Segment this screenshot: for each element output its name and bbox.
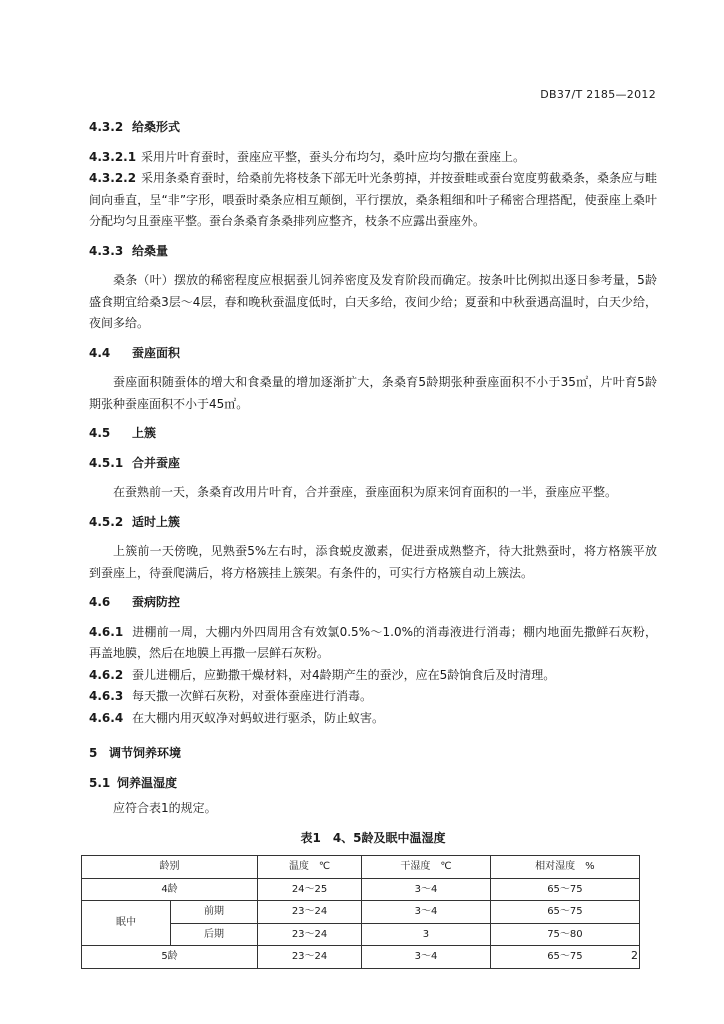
clause-number: 4.3.2.2 — [89, 171, 137, 185]
header-cell-temp: 温度 ℃ — [258, 856, 362, 879]
table-caption: 表1 4、5龄及眠中温湿度 — [300, 830, 446, 845]
section-number: 4.3.3 — [89, 243, 124, 258]
section-title: 给桑形式 — [132, 120, 181, 134]
section-title: 合并蚕座 — [132, 455, 181, 470]
cell-rh: 65～75 — [490, 946, 639, 969]
cell-stage: 4龄 — [82, 878, 258, 901]
heading-4-3-2 — [89, 117, 657, 139]
paragraph-4-6-3 — [89, 686, 657, 708]
section-title: 饲养温湿度 — [117, 775, 178, 790]
table-row — [82, 878, 640, 901]
clause-number: 4.3.2.1 — [89, 149, 137, 164]
section-title: 调节饲养环境 — [109, 746, 182, 760]
heading-4-4 — [89, 343, 657, 365]
paragraph-4-3-3: 桑条（叶）摆放的稀密程度应根据蚕儿饲养密度及发育阶段而确定。按条叶比例拟出逐日参考量，5龄盛食期宜给桑3层～4层，春和晚秋蚕温度低时，白天多给，夜间少给；夏蚕和中秋蚕遇高温时，白天少给，夜间多给。 — [89, 273, 657, 330]
clause-number: 4.6.3 — [89, 689, 124, 703]
cell-dry-wet: 3～4 — [362, 901, 491, 924]
clause-text: 在大棚内用灭蚁净对蚂蚁进行驱杀，防止蚁害。 — [132, 710, 385, 725]
clause-text: 采用条桑育蚕时，给桑前先将枝条下部无叶光条剪掉，并按蚕畦或蚕台宽度剪截桑条，桑条应与畦间向垂直，呈“非”字形，喂蚕时桑条应相互颠倒，平行摆放，桑条粗细和叶子稀密合理搭配，使蚕座上桑叶分配均匀且蚕座平整。蚕台条桑育条桑排列应整齐，枝条不应露出蚕座外。 — [89, 171, 658, 228]
header-cell-dry-wet: 干湿度 ℃ — [362, 856, 491, 879]
cell-substage: 后期 — [171, 923, 258, 946]
header-cell-rh: 相对湿度 % — [490, 856, 639, 879]
section-number: 5 — [89, 746, 98, 760]
document-body — [89, 117, 657, 969]
cell-temp: 24～25 — [258, 878, 362, 901]
paragraph-4-4: 蚕座面积随蚕体的增大和食桑量的增加逐渐扩大，条桑育5龄期张种蚕座面积不小于35㎡，片叶育5龄期张种蚕座面积不小于45㎡。 — [89, 375, 657, 411]
cell-temp: 23～24 — [258, 923, 362, 946]
section-title: 上簇 — [132, 426, 157, 440]
paragraph-4-3-2-1 — [89, 147, 657, 169]
section-number: 4.3.2 — [89, 120, 124, 134]
section-number: 4.6 — [89, 595, 111, 609]
section-title: 给桑量 — [132, 243, 169, 258]
standard-code: DB37/T 2185—2012 — [540, 88, 656, 101]
heading-4-6 — [89, 592, 657, 614]
cell-stage-group: 眠中 — [82, 901, 171, 946]
paragraph-5-1: 应符合表1的规定。 — [113, 801, 217, 815]
cell-rh: 65～75 — [490, 878, 639, 901]
clause-text: 每天撒一次鲜石灰粉，对蚕体蚕座进行消毒。 — [132, 689, 373, 703]
clause-number: 4.6.4 — [89, 710, 124, 725]
heading-4-5-1 — [89, 453, 657, 475]
paragraph-4-6-4 — [89, 708, 657, 730]
section-title: 蚕病防控 — [132, 595, 181, 609]
clause-text: 蚕儿进棚后，应勤撒干燥材料，对4龄期产生的蚕沙，应在5龄饷食后及时清理。 — [132, 667, 556, 682]
section-number: 4.5.1 — [89, 455, 124, 470]
heading-5 — [89, 743, 657, 765]
cell-dry-wet: 3～4 — [362, 946, 491, 969]
cell-temp: 23～24 — [258, 901, 362, 924]
cell-temp: 23～24 — [258, 946, 362, 969]
paragraph-4-5-2: 上簇前一天傍晚，见熟蚕5%左右时，添食蜕皮激素，促进蚕成熟整齐，待大批熟蚕时，将方格簇平放到蚕座上，待蚕爬满后，将方格簇挂上簇架。有条件的，可实行方格簇自动上簇法。 — [89, 544, 657, 580]
cell-rh: 75～80 — [490, 923, 639, 946]
paragraph-4-6-1 — [89, 622, 657, 665]
section-title: 适时上簇 — [132, 514, 181, 529]
cell-substage: 前期 — [171, 901, 258, 924]
heading-4-5 — [89, 423, 657, 445]
section-number: 4.4 — [89, 345, 111, 360]
section-number: 5.1 — [89, 775, 111, 790]
heading-5-1 — [89, 773, 657, 795]
section-number: 4.5.2 — [89, 514, 124, 529]
table-header-row — [82, 856, 640, 879]
table-row — [82, 946, 640, 969]
section-title: 蚕座面积 — [132, 345, 181, 360]
paragraph-4-5-1: 在蚕熟前一天，条桑育改用片叶育，合并蚕座，蚕座面积为原来饲育面积的一半，蚕座应平整。 — [113, 485, 618, 499]
heading-4-5-2 — [89, 512, 657, 534]
header-cell-stage: 龄别 — [82, 856, 258, 879]
cell-dry-wet: 3～4 — [362, 878, 491, 901]
page-number: 2 — [631, 949, 638, 962]
cell-rh: 65～75 — [490, 901, 639, 924]
clause-number: 4.6.2 — [89, 667, 124, 682]
clause-text: 进棚前一周，大棚内外四周用含有效氯0.5%～1.0%的消毒液进行消毒；棚内地面先撒鲜石灰粉，再盖地膜，然后在地膜上再撒一层鲜石灰粉。 — [89, 624, 657, 660]
heading-4-3-3 — [89, 241, 657, 263]
paragraph-4-6-2 — [89, 665, 657, 687]
cell-stage: 5龄 — [82, 946, 258, 969]
clause-text: 采用片叶育蚕时，蚕座应平整，蚕头分布均匀，桑叶应均匀撒在蚕座上。 — [141, 149, 526, 164]
cell-dry-wet: 3 — [362, 923, 491, 946]
paragraph-4-3-2-2 — [89, 168, 657, 233]
clause-number: 4.6.1 — [89, 624, 124, 639]
section-number: 4.5 — [89, 426, 111, 440]
temperature-humidity-table — [81, 855, 640, 969]
table-row — [82, 901, 640, 924]
